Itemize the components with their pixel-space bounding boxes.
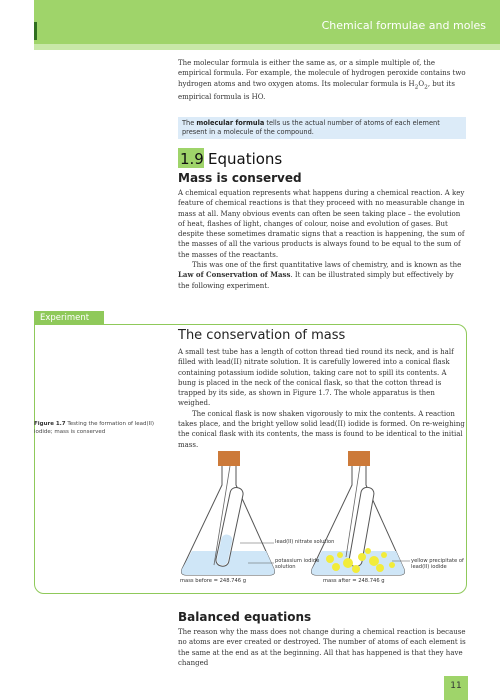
flask-after [312,451,411,575]
experiment-title: The conservation of mass [178,328,346,343]
label-yellow-precipitate: yellow precipitate of lead(II) iodide [411,558,464,571]
header-stripe [34,44,500,50]
para2-after: . It can be illustrated simply but effectively by the following experiment. [178,271,454,290]
key-def-after: tells us the actual number of atoms of each element present in a molecule of the compound. [182,119,440,136]
flask-before [182,451,275,575]
experiment-para1: A small test tube has a length of cotton thread tied round its neck, and is half filled with lead(II) nitrate solution. It is carefully lowered into a conical flask containing potassium iodide solution, taking care not to spill its contents. A bung is placed in the neck of the conical flask, so that the cotton thread is trapped by its side, as shown in Figure 1.7. The whole apparatus is then weighed. [178,348,454,408]
experiment-body [178,347,466,450]
section-title: Equations [208,150,283,168]
section-number: 1.9 [180,150,204,168]
running-title: Chemical formulae and moles [321,19,486,32]
key-def-term: molecular formula [196,119,265,127]
figure-label: Figure 1.7 [34,421,66,427]
bung-left [218,451,240,466]
label-potassium-iodide: potassium iodide solution [275,558,320,571]
mass-conserved-body [178,188,466,291]
balanced-para: The reason why the mass does not change during a chemical reaction is because no atoms are ever created or destroyed. The number of atoms of each element is the same at the end as at the beginning. All that has happened is that they have changed [178,628,466,667]
intro-paragraph [178,58,466,103]
figure-caption [34,421,156,436]
bung-right [348,451,370,466]
label-mass-after: mass after = 248.746 g [323,578,385,584]
law-name: Law of Conservation of Mass [178,270,291,280]
mass-conserved-para2 [178,260,466,291]
balanced-body [178,627,466,668]
key-def-before: The [182,119,197,127]
para2-before: This was one of the first quantitative laws of chemistry, and is known as the [192,261,462,270]
header-marker [34,22,37,40]
key-definition-box [178,117,466,139]
balanced-heading: Balanced equations [178,610,312,624]
label-mass-before: mass before = 248.746 g [180,578,247,584]
mass-conserved-heading: Mass is conserved [178,171,302,185]
intro-text: The molecular formula is either the same as, or a simple multiple of, the empirical formula. For example, the molecule of hydrogen peroxide contains two hydrogen atoms and two oxygen atoms. Its molecular formula is $H_2O_2$, but its empirical formula is HO. [178,59,466,102]
figure-caption-text: Testing the formation of lead(II) iodide; mass is conserved [34,421,155,435]
page-number: 11 [450,681,462,691]
experiment-para2: The conical flask is now shaken vigorously to mix the contents. A reaction takes place, and the bright yellow solid lead(II) iodide is formed. On re-weighing the conical flask with its contents, the mass is found to be identical to the initial mass. [178,409,465,449]
experiment-tab: Experiment [34,311,104,325]
mass-conserved-para1: A chemical equation represents what happens during a chemical reaction. A key feature of chemical reactions is that they proceed with no measurable change in mass at all. Many obvious events can often be seen taking place – the evolution of heat, flashes of light, changes of colour, noise and evolution of gases. But despite these sometimes dramatic signs that a reaction is happening, the sum of the masses of all the various products is always found to be equal to the sum of the masses of the reactants. [178,189,465,259]
label-lead-nitrate: lead(II) nitrate solution [275,539,335,545]
